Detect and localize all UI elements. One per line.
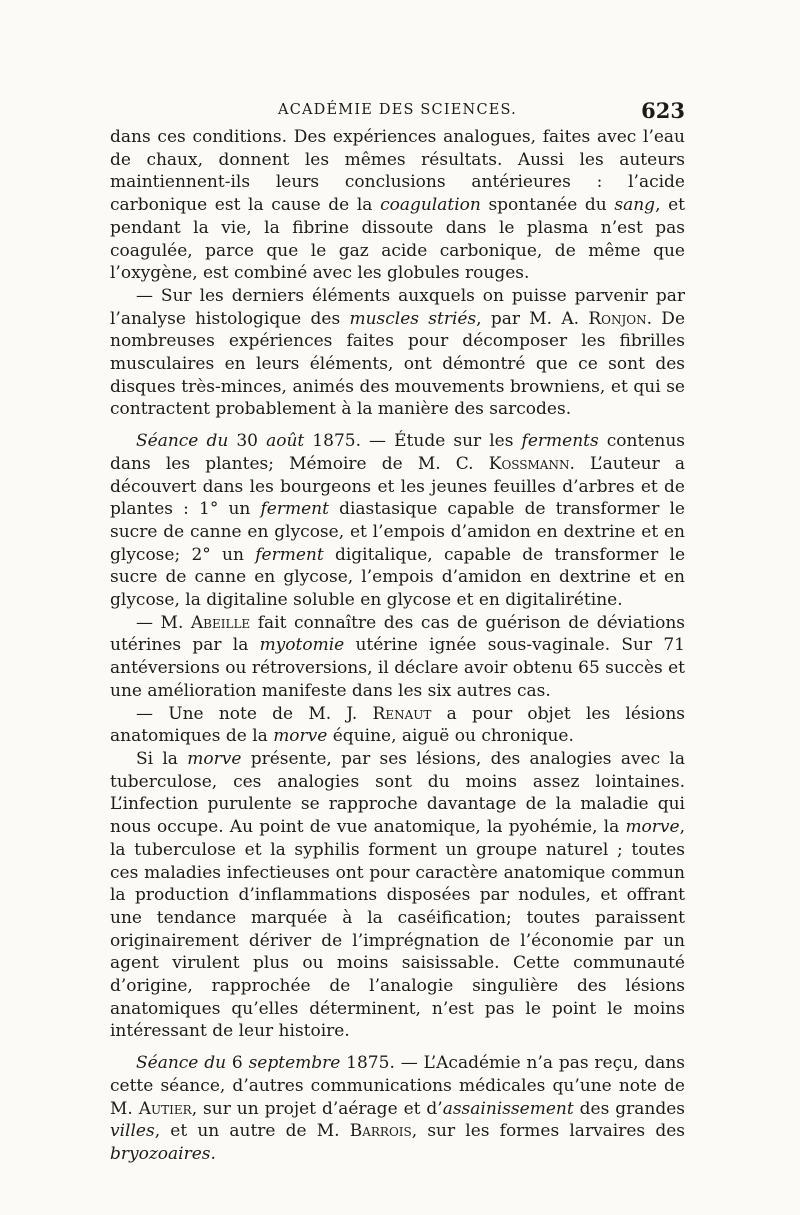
text-run: , sur les formes larvaires des: [411, 1121, 685, 1142]
paragraph-seance-6-septembre: [110, 1052, 685, 1166]
body-text: [110, 126, 685, 1166]
running-header: [110, 100, 685, 124]
italic-run: août: [266, 431, 305, 452]
running-title: ACADÉMIE DES SCIENCES.: [278, 102, 517, 118]
small-caps-name: Autier: [138, 1098, 192, 1119]
italic-run: Séance du: [136, 1053, 227, 1074]
text-run: , et un autre de M.: [154, 1121, 350, 1142]
italic-run: muscles striés: [349, 308, 477, 329]
small-caps-name: Kossmann: [488, 453, 570, 474]
text-run: présente, par ses lésions, des analogies avec la tuberculose, ces analogies sont du moins assez lointaines. L’infection purulente se rapproche davantage de la maladie qui nous occupe. Au point de vue anatomique, la pyohémie, la: [110, 748, 686, 838]
text-run: , par M. A.: [476, 308, 589, 329]
text-run: 30: [228, 431, 267, 452]
paragraph-coagulation: [110, 126, 685, 285]
text-run: — Une note de M. J.: [136, 703, 373, 724]
text-run: . L’auteur a découvert dans les bourgeons et les jeunes feuilles d’arbres et de plantes : 1° un: [110, 453, 685, 520]
text-run: 1875. — L’Académie n’a pas reçu, dans cette séance, d’autres communications médicales qu’une note de M.: [110, 1053, 686, 1119]
small-caps-name: Renaut: [372, 703, 432, 724]
text-run: a pour objet les lésions anatomiques de la: [110, 703, 685, 747]
italic-run: septembre: [248, 1053, 341, 1074]
small-caps-name: Ronjon: [588, 308, 647, 329]
italic-run: bryozoaires: [110, 1143, 211, 1164]
text-run: , la tuberculose et la syphilis forment un groupe naturel ; toutes ces maladies infectieuses ont pour caractère anatomique commun la production d’inflammations disposées par nodules, et offrant une tendance marquée à la caséification; toutes paraissent originairement dériver de l’imprégnation de l’économie par un agent virulent plus ou moins saisissable. Cette communauté d’origine, rapprochée de l’analogie singulière des lésions anatomiques qu’elles déterminent, n’est pas le point le moins intéressant de leur histoire.: [110, 817, 685, 1042]
text-run: Si la: [136, 748, 188, 769]
text-run: équine, aiguë ou chronique.: [327, 726, 574, 747]
italic-run: Séance du: [136, 431, 229, 452]
text-run: 6: [226, 1053, 249, 1074]
italic-run: villes: [110, 1121, 155, 1142]
text-run: spontanée du: [480, 195, 615, 216]
italic-run: morve: [625, 817, 680, 838]
italic-run: coagulation: [380, 195, 481, 216]
text-run: , et pendant la vie, la fibrine dissoute dans le plasma n’est pas coagulée, parce que le gaz acide carbonique, de même que l’oxygène, est combiné avec les globules rouges.: [110, 195, 686, 284]
text-run: , sur un projet d’aérage et d’: [191, 1098, 443, 1119]
small-caps-name: Barrois: [349, 1121, 412, 1142]
small-caps-name: Abeille: [190, 612, 251, 633]
italic-run: ferment: [260, 499, 329, 520]
text-run: 1875. — Étude sur les: [304, 431, 522, 452]
italic-run: ferment: [255, 544, 324, 565]
italic-run: ferments: [521, 431, 599, 452]
text-run: fait connaître des cas de guérison de déviations utérines par la: [110, 612, 685, 656]
paragraph-renaut-note: [110, 703, 685, 748]
text-run: .: [210, 1143, 216, 1164]
paragraph-abeille-myotomie: [110, 612, 685, 703]
italic-run: morve: [273, 726, 328, 747]
italic-run: morve: [187, 748, 242, 769]
text-run: dans ces conditions. Des expériences analogues, faites avec l’eau de chaux, donnent les mêmes résultats. Aussi les auteurs maintiennent-ils leurs conclusions antérieures : l’acide carbonique est la cause de la: [110, 127, 685, 216]
italic-run: myotomie: [259, 635, 345, 656]
text-run: . De nombreuses expériences faites pour décomposer les fibrilles musculaires en leurs éléments, ont démontré que ce sont des disques très-minces, animés des mouvements browniens, et qui se contractent probablement à la manière des sarcodes.: [110, 308, 685, 420]
text-run: — M.: [136, 612, 191, 633]
italic-run: sang: [614, 195, 656, 216]
text-run: diastasique capable de transformer le sucre de canne en glycose, et l’empois d’amidon en dextrine et en glycose; 2° un: [110, 499, 685, 565]
paragraph-muscles-stries: [110, 285, 685, 421]
text-run: des grandes: [573, 1098, 686, 1119]
paragraph-seance-30-aout: [110, 430, 685, 612]
page-number: 623: [641, 98, 685, 123]
text-run: utérine ignée sous-vaginale. Sur 71 antéversions ou rétroversions, il déclare avoir obtenu 65 succès et une amélioration manifeste dans les six autres cas.: [110, 635, 685, 701]
text-run: — Sur les derniers éléments auxquels on puisse parvenir par l’analyse histologique des: [110, 285, 685, 329]
text-run: contenus dans les plantes; Mémoire de M. C.: [110, 431, 685, 474]
text-run: digitalique, capable de transformer le sucre de canne en glycose, l’empois d’amidon en dextrine et en glycose, la digitaline soluble en glycose et en digitalirétine.: [110, 544, 686, 611]
paragraph-morve-lesions: [110, 748, 685, 1043]
italic-run: assainissement: [442, 1098, 574, 1119]
